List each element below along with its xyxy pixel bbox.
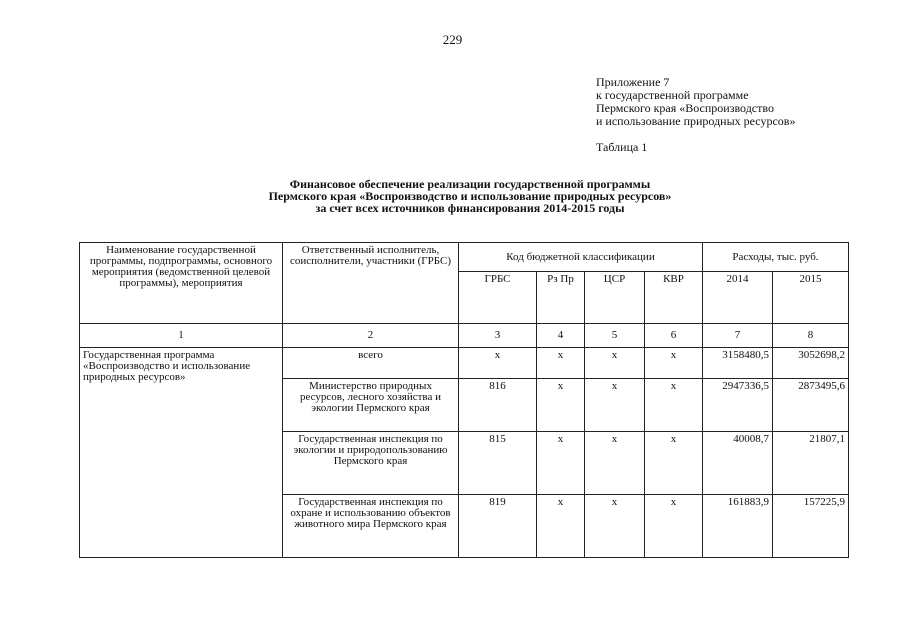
expense-2014-cell: 3158480,5 bbox=[703, 348, 773, 379]
executor-cell: всего bbox=[283, 348, 459, 379]
csr-cell: х bbox=[585, 432, 645, 495]
title-line: Пермского края «Воспроизводство и использование природных ресурсов» bbox=[268, 189, 672, 203]
column-number: 7 bbox=[703, 324, 773, 348]
header-2015: 2015 bbox=[773, 272, 849, 324]
kvr-cell: х bbox=[645, 348, 703, 379]
page-number: 229 bbox=[442, 32, 463, 47]
financing-table bbox=[79, 242, 849, 558]
title-line: Финансовое обеспечение реализации государственной программы bbox=[289, 177, 651, 191]
column-number: 6 bbox=[645, 324, 703, 348]
appendix-line: к государственной программе bbox=[596, 88, 749, 102]
rzpr-cell: х bbox=[537, 379, 585, 432]
column-number: 3 bbox=[459, 324, 537, 348]
grbs-cell: 819 bbox=[459, 495, 537, 558]
document-title bbox=[60, 178, 880, 214]
header-csr: ЦСР bbox=[585, 272, 645, 324]
header-expenses: Расходы, тыс. руб. bbox=[703, 243, 849, 272]
expense-2014-cell: 2947336,5 bbox=[703, 379, 773, 432]
grbs-cell: 815 bbox=[459, 432, 537, 495]
executor-cell: Министерство природных ресурсов, лесного хозяйства и экологии Пермского края bbox=[283, 379, 459, 432]
expense-2015-cell: 2873495,6 bbox=[773, 379, 849, 432]
table-label: Таблица 1 bbox=[596, 140, 648, 154]
appendix-header bbox=[596, 76, 795, 128]
csr-cell: х bbox=[585, 348, 645, 379]
kvr-cell: х bbox=[645, 495, 703, 558]
title-line: за счет всех источников финансирования 2014-2015 годы bbox=[315, 201, 625, 215]
header-kvr: КВР bbox=[645, 272, 703, 324]
column-number: 2 bbox=[283, 324, 459, 348]
expense-2015-cell: 157225,9 bbox=[773, 495, 849, 558]
column-number: 5 bbox=[585, 324, 645, 348]
column-number: 4 bbox=[537, 324, 585, 348]
csr-cell: х bbox=[585, 379, 645, 432]
column-number: 1 bbox=[80, 324, 283, 348]
table-row bbox=[80, 348, 849, 379]
header-budget-code: Код бюджетной классификации bbox=[459, 243, 703, 272]
column-number: 8 bbox=[773, 324, 849, 348]
kvr-cell: х bbox=[645, 432, 703, 495]
executor-cell: Государственная инспекция по экологии и природопользованию Пермского края bbox=[283, 432, 459, 495]
program-name-cell: Государственная программа «Воспроизводство и использование природных ресурсов» bbox=[80, 348, 283, 558]
column-number-row bbox=[80, 324, 849, 348]
rzpr-cell: х bbox=[537, 348, 585, 379]
kvr-cell: х bbox=[645, 379, 703, 432]
header-row bbox=[80, 243, 849, 272]
header-executor: Ответственный исполнитель, соисполнители, участники (ГРБС) bbox=[283, 243, 459, 324]
csr-cell: х bbox=[585, 495, 645, 558]
grbs-cell: х bbox=[459, 348, 537, 379]
rzpr-cell: х bbox=[537, 495, 585, 558]
header-rzpr: Рз Пр bbox=[537, 272, 585, 324]
expense-2014-cell: 40008,7 bbox=[703, 432, 773, 495]
header-grbs: ГРБС bbox=[459, 272, 537, 324]
expense-2015-cell: 3052698,2 bbox=[773, 348, 849, 379]
rzpr-cell: х bbox=[537, 432, 585, 495]
header-2014: 2014 bbox=[703, 272, 773, 324]
expense-2014-cell: 161883,9 bbox=[703, 495, 773, 558]
executor-cell: Государственная инспекция по охране и использованию объектов животного мира Пермского края bbox=[283, 495, 459, 558]
appendix-line: Пермского края «Воспроизводство bbox=[596, 101, 774, 115]
expense-2015-cell: 21807,1 bbox=[773, 432, 849, 495]
appendix-line: Приложение 7 bbox=[596, 75, 670, 89]
header-name: Наименование государственной программы, подпрограммы, основного мероприятия (ведомственной целевой программы), мероприятия bbox=[80, 243, 283, 324]
grbs-cell: 816 bbox=[459, 379, 537, 432]
appendix-line: и использование природных ресурсов» bbox=[596, 114, 796, 128]
